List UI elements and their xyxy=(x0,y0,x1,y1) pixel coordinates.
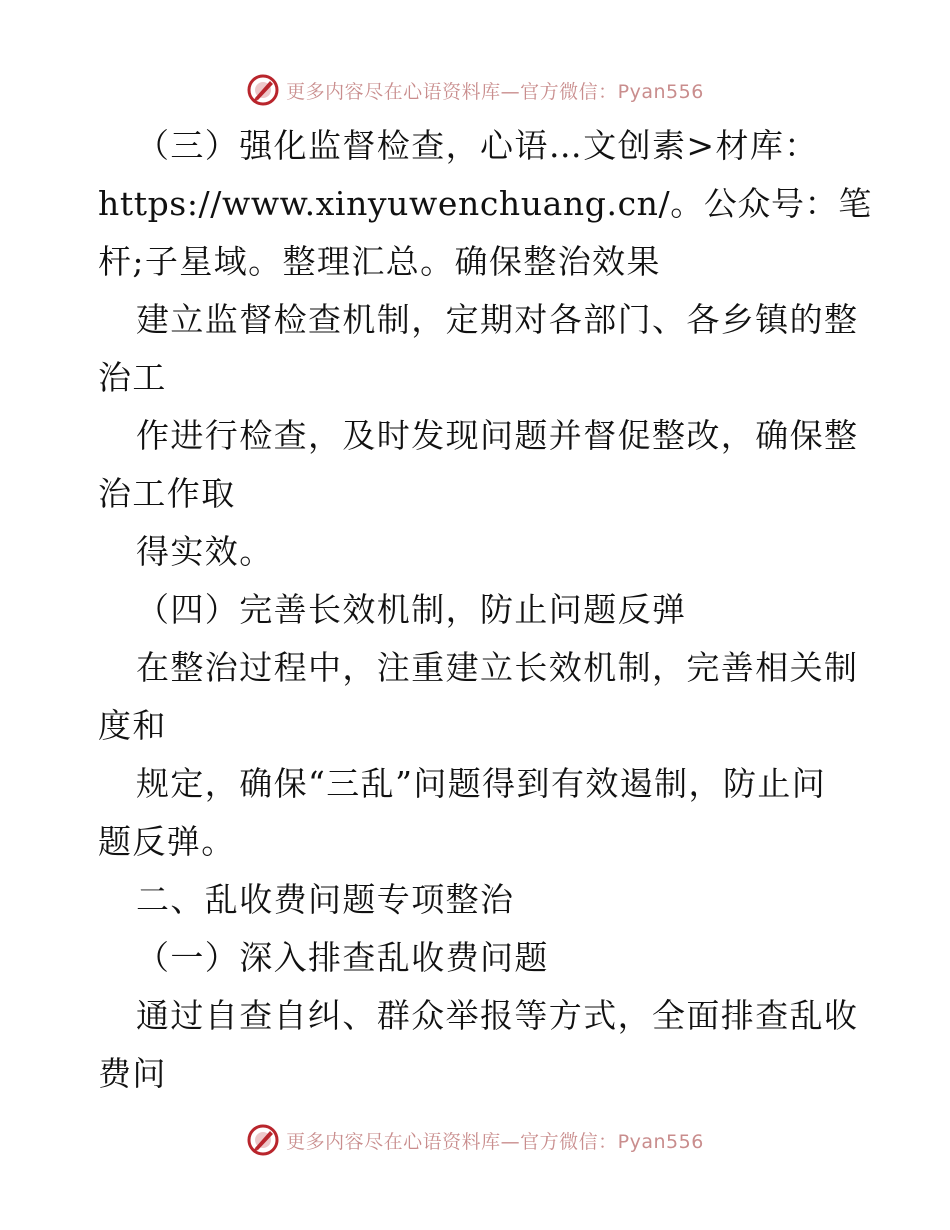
paragraph-line: 作进行检查，及时发现问题并督促整改，确保整 xyxy=(136,416,859,455)
document-body xyxy=(98,117,872,1103)
logo-icon xyxy=(246,73,280,107)
section-heading: （三）强化监督检查，心语…文创素>材库： xyxy=(136,126,819,165)
paragraph-line: 度和 xyxy=(98,706,167,745)
header-banner xyxy=(0,70,950,110)
section-heading: 二、乱收费问题专项整治 xyxy=(136,880,515,919)
paragraph-line: 建立监督检查机制，定期对各部门、各乡镇的整 xyxy=(136,300,859,339)
logo-icon xyxy=(246,1123,280,1157)
paragraph-line: 通过自查自纠、群众举报等方式，全面排查乱收 xyxy=(136,996,859,1035)
paragraph-line: 杆;子星域。整理汇总。确保整治效果 xyxy=(98,242,661,281)
paragraph-line: 在整治过程中，注重建立长效机制，完善相关制 xyxy=(136,648,859,687)
section-heading: （一）深入排查乱收费问题 xyxy=(136,938,549,977)
paragraph-line: 得实效。 xyxy=(136,532,274,571)
footer-banner xyxy=(0,1120,950,1160)
paragraph-line: 题反弹。 xyxy=(98,822,236,861)
paragraph-line: 治工作取 xyxy=(98,474,236,513)
footer-banner-text: 更多内容尽在心语资料库—官方微信：Pyan556 xyxy=(286,1130,704,1153)
paragraph-line: 费问 xyxy=(98,1054,167,1093)
paragraph-line: https://www.xinyuwenchuang.cn/。公众号：笔 xyxy=(98,184,872,223)
section-heading: （四）完善长效机制，防止问题反弹 xyxy=(136,590,687,629)
paragraph-line: 治工 xyxy=(98,358,167,397)
paragraph-line: 规定，确保“三乱”问题得到有效遏制，防止问 xyxy=(136,764,827,803)
header-banner-text: 更多内容尽在心语资料库—官方微信：Pyan556 xyxy=(286,80,704,103)
